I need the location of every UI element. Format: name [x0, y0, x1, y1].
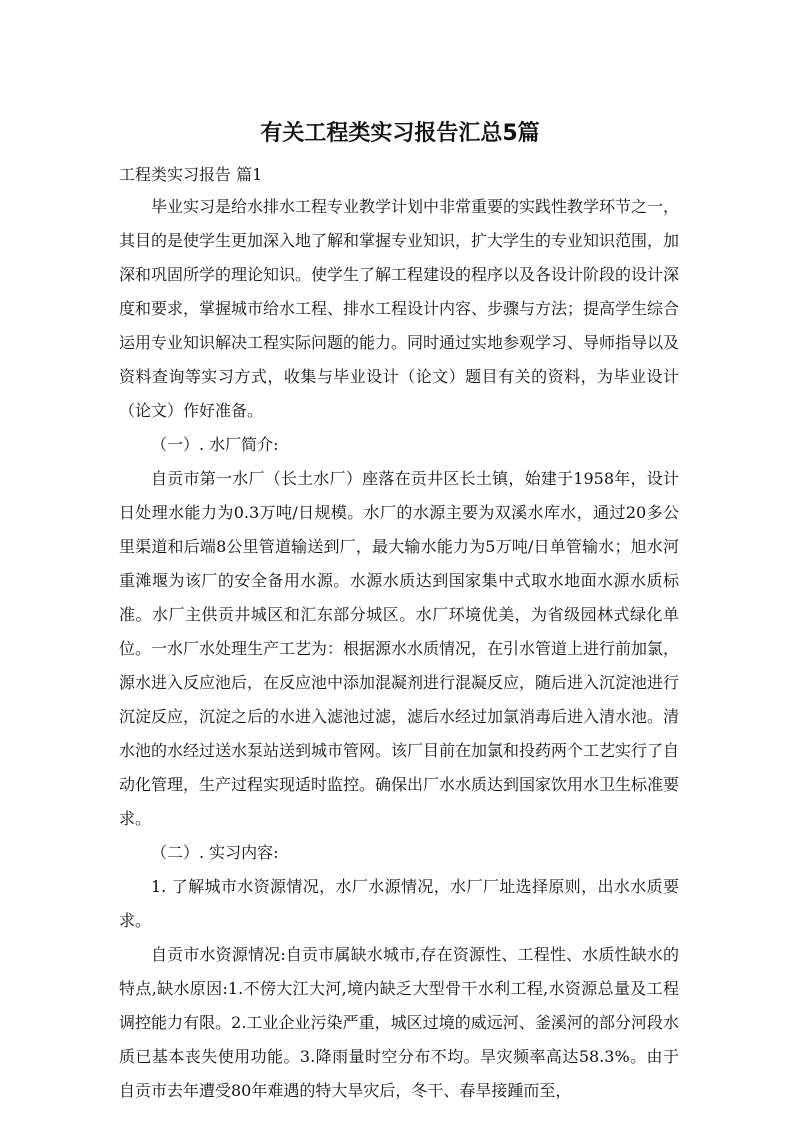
section-subtitle: 工程类实习报告 篇1 [119, 165, 263, 184]
document-title: 有关工程类实习报告汇总5篇 [260, 121, 540, 146]
paragraph-water-resources: 自贡市水资源情况:自贡市属缺水城市,存在资源性、工程性、水质性缺水的特点,缺水原因:1.不傍大江大河,境内缺乏大型骨干水利工程,水资源总量及工程调控能力有限。2.工业企业污染严重，城区过境的威远河、釜溪河的部分河段水质已基本丧失使用功能。3.降雨量时空分布不均。旱灾频率高达58.3%。由于自贡市去年遭受80年难遇的特大旱灾后，冬干、春旱接踵而至， [119, 945, 679, 1100]
paragraph-plant: 自贡市第一水厂（长土水厂）座落在贡井区长土镇，始建于1958年，设计日处理水能力为0.3万吨/日规模。水厂的水源主要为双溪水库水，通过20多公里渠道和后端8公里管道输送到厂，最大输水能力为5万吨/日单管输水；旭水河重滩堰为该厂的安全备用水源。水源水质达到国家集中式取水地面水源水质标准。水厂主供贡井城区和汇东部分城区。水厂环境优美，为省级园林式绿化单位。一水厂水处理生产工艺为：根据源水水质情况，在引水管道上进行前加氯，源水进入反应池后，在反应池中添加混凝剂进行混凝反应，随后进入沉淀池进行沉淀反应，沉淀之后的水进入滤池过滤，滤后水经过加氯消毒后进入清水池。清水池的水经过送水泵站送到城市管网。该厂目前在加氯和投药两个工艺实行了自动化管理，生产过程实现适时监控。确保出厂水水质达到国家饮用水卫生标准要求。 [119, 469, 680, 828]
section-heading-plant-intro: （一）. 水厂简介: [151, 435, 279, 454]
paragraph-item-1: 1. 了解城市水资源情况，水厂水源情况，水厂厂址选择原则，出水水质要求。 [119, 877, 679, 930]
document-body [119, 190, 679, 1108]
paragraph-intro: 毕业实习是给水排水工程专业教学计划中非常重要的实践性教学环节之一，其目的是使学生更加深入地了解和掌握专业知识，扩大学生的专业知识范围，加深和巩固所学的理论知识。使学生了解工程建设的程序以及各设计阶段的设计深度和要求，掌握城市给水工程、排水工程设计内容、步骤与方法；提高学生综合运用专业知识解决工程实际问题的能力。同时通过实地参观学习、导师指导以及资料查询等实习方式，收集与毕业设计（论文）题目有关的资料，为毕业设计（论文）作好准备。 [119, 197, 680, 420]
section-heading-content: （二）. 实习内容: [151, 843, 279, 862]
